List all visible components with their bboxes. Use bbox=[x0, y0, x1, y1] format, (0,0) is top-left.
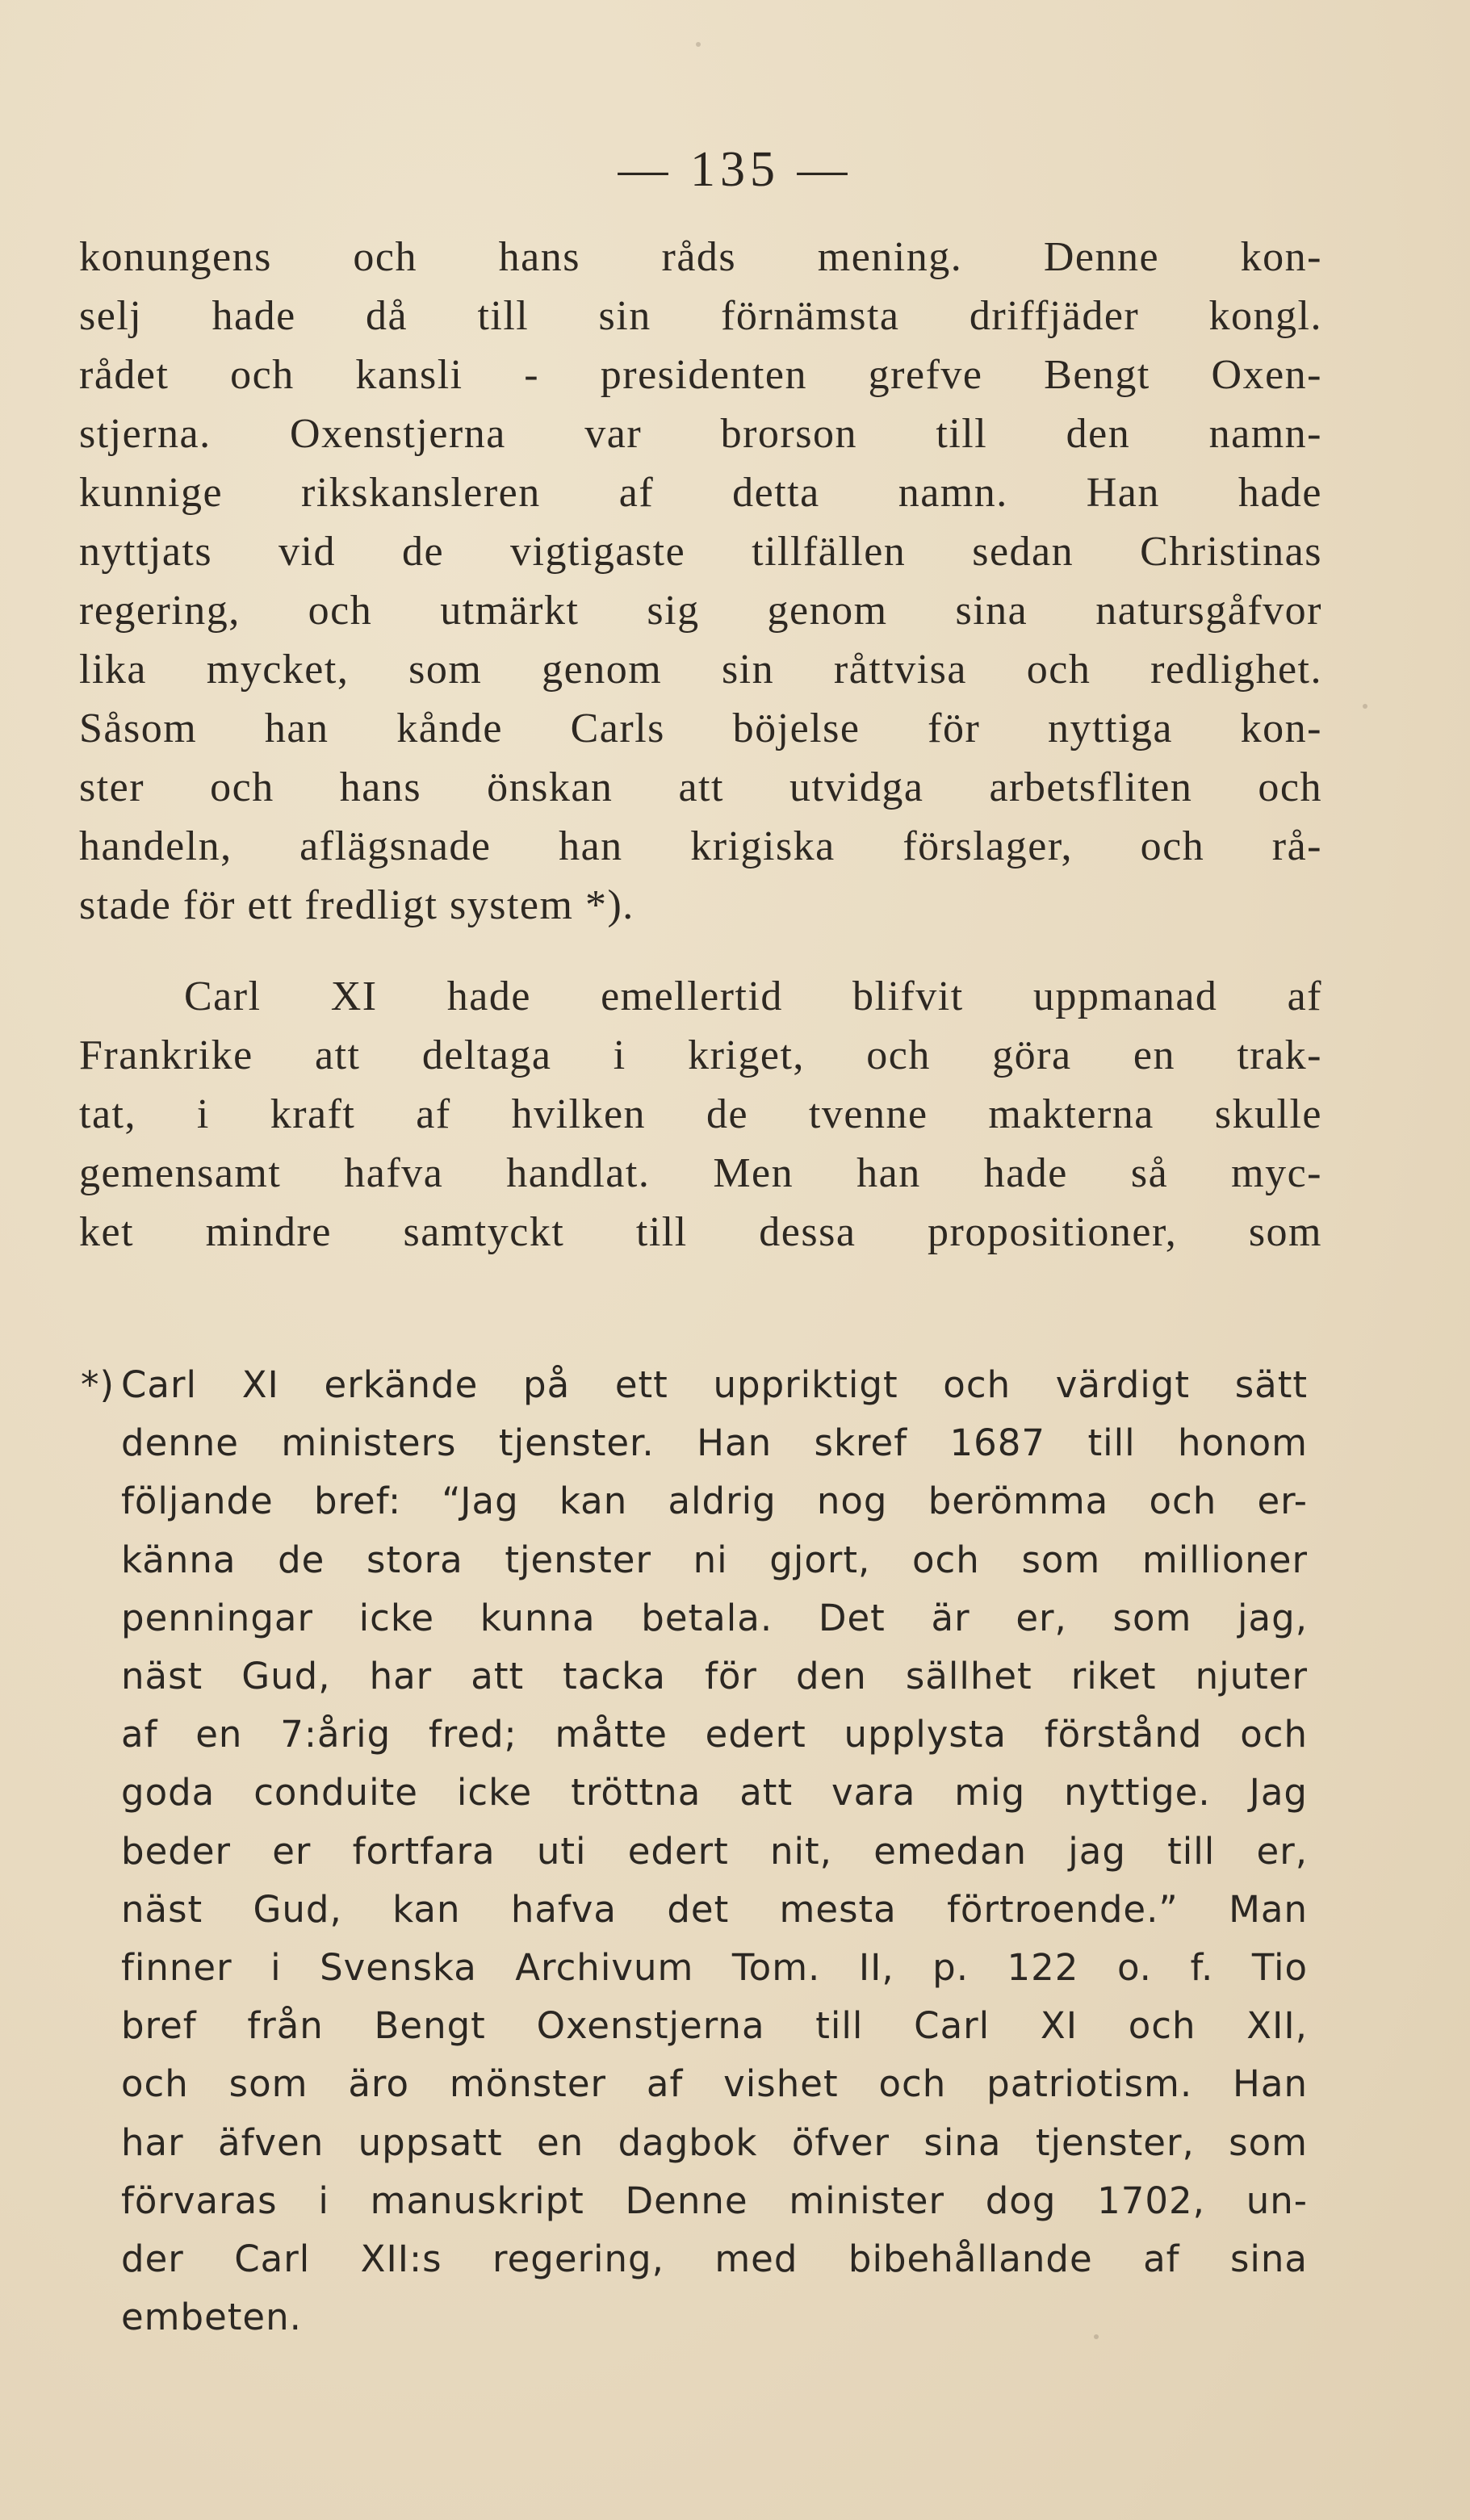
text-line: handeln, aflägsnade han krigiska förslager, och rå- bbox=[79, 823, 1322, 869]
page-number: — 135 — bbox=[618, 142, 852, 197]
footnote-line: bref från Bengt Oxenstjerna till Carl XI och XII, bbox=[121, 2004, 1308, 2048]
footnote-line: näst Gud, kan hafva det mesta förtroende.” Man bbox=[121, 1887, 1308, 1931]
text-line: selj hade då till sin förnämsta driffjäder kongl. bbox=[79, 293, 1322, 339]
paragraph-2 bbox=[79, 967, 1322, 1262]
text-line: tat, i kraft af hvilken de tvenne makterna skulle bbox=[79, 1091, 1322, 1137]
footnote-line: näst Gud, har att tacka för den sällhet riket njuter bbox=[121, 1655, 1308, 1698]
footnote-line: af en 7:årig fred; måtte edert upplysta förstånd och bbox=[121, 1713, 1308, 1756]
footnote-line: och som äro mönster af vishet och patriotism. Han bbox=[121, 2062, 1308, 2106]
footnote-line: finner i Svenska Archivum Tom. II, p. 122 o. f. Tio bbox=[121, 1946, 1308, 1990]
paragraph-1 bbox=[79, 228, 1322, 935]
text-line: ster och hans önskan att utvidga arbetsfliten och bbox=[79, 764, 1322, 810]
footnote-line: förvaras i manuskript Denne minister dog 1702, un- bbox=[121, 2179, 1308, 2222]
text-line: nyttjats vid de vigtigaste tillfällen sedan Christinas bbox=[79, 529, 1322, 575]
footnote-line: beder er fortfara uti edert nit, emedan jag till er, bbox=[121, 1829, 1308, 1873]
footnote-line: goda conduite icke tröttna att vara mig nyttige. Jag bbox=[121, 1771, 1308, 1815]
main-text bbox=[79, 228, 1322, 1262]
paper-speck bbox=[1094, 2334, 1099, 2339]
footnote-line: denne ministers tjenster. Han skref 1687 till honom bbox=[121, 1421, 1308, 1465]
text-line: Frankrike att deltaga i kriget, och göra en trak- bbox=[79, 1032, 1322, 1078]
footnote-marker: *) bbox=[81, 1363, 115, 1406]
text-line: gemensamt hafva handlat. Men han hade så myc- bbox=[79, 1150, 1322, 1196]
footnote-line: följande bref: “Jag kan aldrig nog berömma och er- bbox=[121, 1480, 1308, 1523]
text-line: stjerna. Oxenstjerna var brorson till den namn- bbox=[79, 411, 1322, 457]
footnote bbox=[81, 1356, 1308, 2346]
footnote-line: känna de stora tjenster ni gjort, och som millioner bbox=[121, 1538, 1308, 1581]
footnote-line: har äfven uppsatt en dagbok öfver sina tjenster, som bbox=[121, 2120, 1308, 2164]
text-line: ket mindre samtyckt till dessa propositioner, som bbox=[79, 1209, 1322, 1255]
text-line: konungens och hans råds mening. Denne kon- bbox=[79, 234, 1322, 280]
footnote-line: embeten. bbox=[121, 2296, 302, 2339]
text-line: kunnige rikskansleren af detta namn. Han hade bbox=[79, 470, 1322, 516]
footnote-line: Carl XI erkände på ett uppriktigt och värdigt sätt bbox=[121, 1363, 1308, 1406]
footnote-line: der Carl XII:s regering, med bibehållande af sina bbox=[121, 2237, 1308, 2281]
text-line: rådet och kansli - presidenten grefve Bengt Oxen- bbox=[79, 352, 1322, 398]
paper-speck bbox=[1363, 704, 1367, 709]
text-line: stade för ett fredligt system *). bbox=[79, 882, 634, 928]
paper-speck bbox=[696, 42, 701, 47]
text-line: Såsom han kånde Carls böjelse för nyttiga kon- bbox=[79, 705, 1322, 751]
text-line: Carl XI hade emellertid blifvit uppmanad af bbox=[184, 973, 1322, 1019]
footnote-line: penningar icke kunna betala. Det är er, som jag, bbox=[121, 1596, 1308, 1639]
text-line: lika mycket, som genom sin råttvisa och redlighet. bbox=[79, 647, 1322, 693]
text-line: regering, och utmärkt sig genom sina natursgåfvor bbox=[79, 588, 1322, 634]
